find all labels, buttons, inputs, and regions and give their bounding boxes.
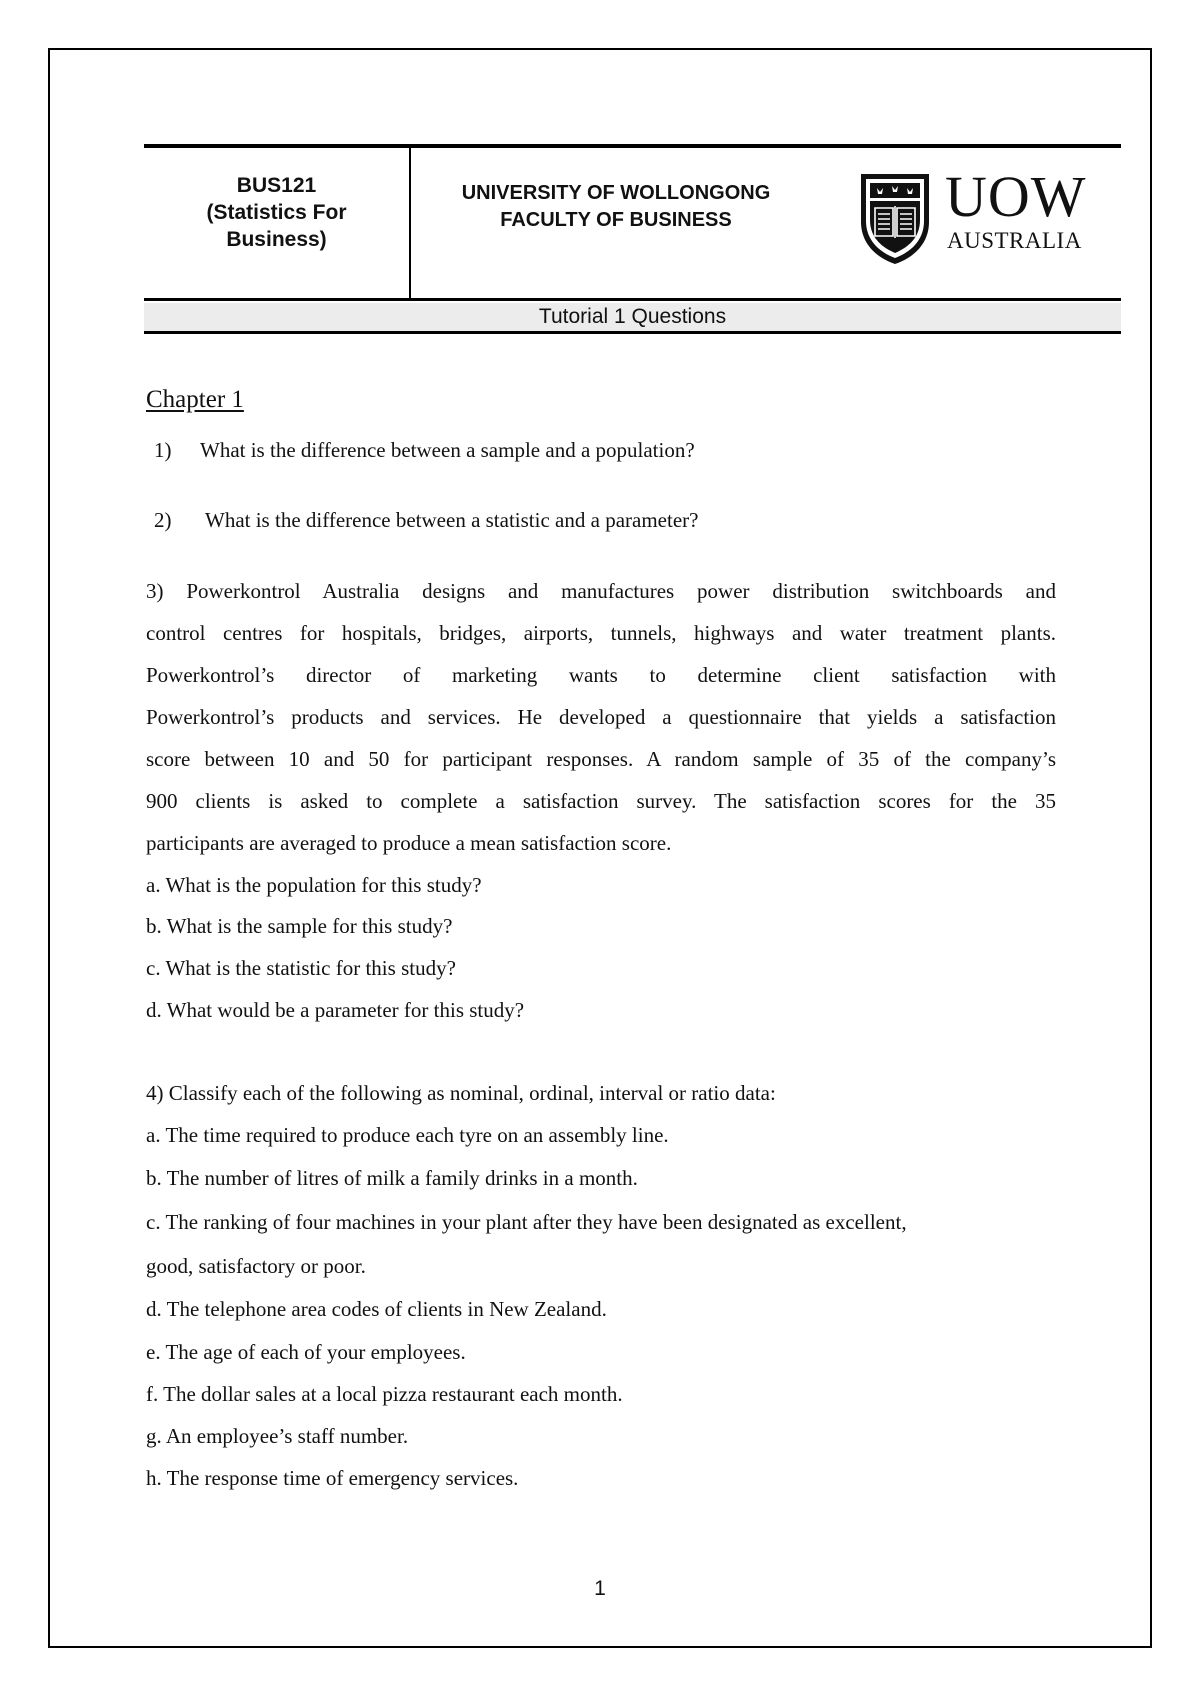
question-4-part-d: d. The telephone area codes of clients in New Zealand. — [146, 1297, 607, 1321]
header-table — [144, 144, 1121, 301]
question-4-part-e: e. The age of each of your employees. — [146, 1340, 466, 1364]
question-3-part-a: a. What is the population for this study? — [146, 873, 482, 897]
question-4-part-f: f. The dollar sales at a local pizza restaurant each month. — [146, 1382, 623, 1406]
question-4-part-b: b. The number of litres of milk a family drinks in a month. — [146, 1166, 638, 1190]
question-2 — [154, 507, 698, 533]
question-4-part-h: h. The response time of emergency services. — [146, 1466, 519, 1490]
question-2-text: What is the difference between a statistic and a parameter? — [205, 508, 699, 532]
question-3-line: participants are averaged to produce a mean satisfaction score. — [146, 831, 672, 855]
logo-country: AUSTRALIA — [947, 228, 1082, 253]
question-3-line: score between 10 and 50 for participant responses. A random sample of 35 of the company’s — [146, 747, 1056, 771]
question-1-text: What is the difference between a sample and a population? — [200, 438, 695, 462]
question-3-part-c: c. What is the statistic for this study? — [146, 956, 456, 980]
question-4-part-c: c. The ranking of four machines in your plant after they have been designated as excellent, — [146, 1210, 907, 1234]
logo-wordmark: UOW — [945, 164, 1087, 229]
question-1-number: 1) — [154, 438, 172, 462]
question-3-part-b: b. What is the sample for this study? — [146, 914, 453, 938]
question-3-part-d: d. What would be a parameter for this study? — [146, 998, 525, 1022]
question-2-number: 2) — [154, 508, 172, 532]
question-4-part-g: g. An employee’s staff number. — [146, 1424, 409, 1448]
chapter-heading: Chapter 1 — [146, 386, 244, 413]
university-cell — [411, 180, 821, 234]
tutorial-title: Tutorial 1 Questions — [144, 303, 1121, 334]
question-4-part-a: a. The time required to produce each tyre on an assembly line. — [146, 1123, 669, 1147]
course-code: BUS121 — [236, 173, 317, 197]
course-cell — [144, 148, 411, 298]
uow-logo — [857, 164, 1097, 270]
question-3-line: Powerkontrol’s products and services. He developed a questionnaire that yields a satisfaction — [146, 705, 1056, 729]
question-3-line: Powerkontrol’s director of marketing wants to determine client satisfaction with — [146, 663, 1056, 687]
question-4-intro: 4) Classify each of the following as nominal, ordinal, interval or ratio data: — [146, 1081, 776, 1105]
crest-icon — [857, 170, 933, 266]
question-3-line: 3) Powerkontrol Australia designs and manufactures power distribution switchboards and — [146, 579, 1056, 603]
page-number: 1 — [594, 1577, 606, 1600]
course-name-2: Business) — [226, 227, 327, 251]
course-name: (Statistics For — [206, 200, 347, 224]
question-4-part-c-continued: good, satisfactory or poor. — [146, 1254, 366, 1278]
university-name: UNIVERSITY OF WOLLONGONG — [461, 182, 771, 204]
question-3-line: 900 clients is asked to complete a satisfaction survey. The satisfaction scores for the 35 — [146, 789, 1056, 813]
question-1 — [154, 437, 695, 463]
question-3-line: control centres for hospitals, bridges, airports, tunnels, highways and water treatment plants. — [146, 621, 1056, 645]
faculty-name: FACULTY OF BUSINESS — [500, 209, 732, 231]
